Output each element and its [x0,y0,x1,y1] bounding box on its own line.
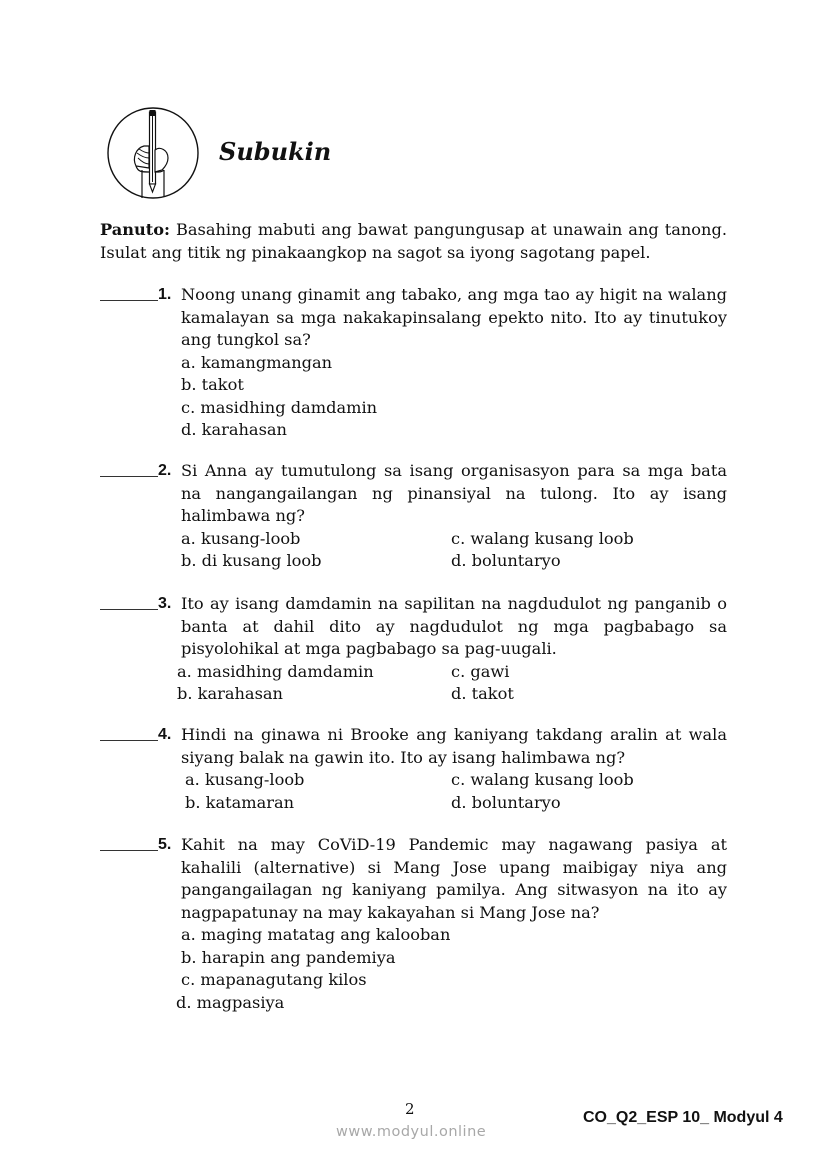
question-number: 4. [158,726,172,743]
option-c: c. gawi [451,661,510,681]
option-a: a. kusang-loob [185,770,305,789]
question-number: 2. [158,462,172,479]
option-c: c. walang kusang loob [451,528,634,548]
option-b: b. takot [181,375,244,394]
options-list [181,352,727,442]
question-number: 1. [158,286,172,303]
watermark-url: www.modyul.online [336,1124,487,1140]
question-5 [100,834,727,1014]
section-title: Subukin [219,137,332,166]
option-c: c. mapanagutang kilos [181,970,367,989]
instructions-label: Panuto: [100,220,171,239]
question-stem: Hindi na ginawa ni Brooke ang kaniyang takdang aralin at wala siyang balak na gawin ito. Ito ay isang halimbawa ng? [181,725,727,767]
option-d: d. boluntaryo [451,551,561,570]
option-a: a. maging matatag ang kalooban [181,925,451,944]
instructions-text: Basahing mabuti ang bawat pangungusap at unawain ang tanong. Isulat ang titik ng pinakaangkop na sagot sa iyong sagotang papel. [100,220,727,262]
option-b: b. katamaran [185,792,295,812]
option-c: c. walang kusang loob [451,770,634,789]
option-a: a. kamangmangan [181,352,333,372]
option-d: d. takot [451,684,514,703]
option-d: d. karahasan [181,420,287,439]
options-list [176,924,727,1014]
instructions [100,218,727,264]
question-stem: Si Anna ay tumutulong sa isang organisasyon para sa mga bata na nangangailangan ng pinansiyal na tulong. Ito ay isang halimbawa ng? [181,461,727,525]
question-stem: Ito ay isang damdamin na sapilitan na nagdudulot ng panganib o banta at dahil dito ay nagdudulot ng mga pagbabago sa pisyolohikal at mga pagbabago sa pag-uugali. [181,594,727,658]
option-b: b. di kusang loob [181,551,322,570]
hand-holding-pencil-icon [106,106,200,200]
option-d: d. magpasiya [176,992,285,1012]
options-list [181,528,727,573]
question-3 [100,593,727,706]
question-number: 5. [158,836,172,853]
option-c: c. masidhing damdamin [181,397,378,417]
module-code: CO_Q2_ESP 10_ Modyul 4 [583,1109,783,1126]
question-4 [100,724,727,814]
question-stem: Noong unang ginamit ang tabako, ang mga tao ay higit na walang kamalayan sa mga nakakapinsalang epekto nito. Ito ay tinutukoy ang tungkol sa? [181,285,727,349]
answer-blank[interactable] [100,724,158,741]
option-d: d. boluntaryo [451,792,561,812]
answer-blank[interactable] [100,460,158,477]
page-number: 2 [405,1100,415,1118]
options-list [177,661,727,706]
options-list [185,769,727,814]
answer-blank[interactable] [100,593,158,610]
question-stem: Kahit na may CoViD-19 Pandemic may nagawang pasiya at kahalili (alternative) si Mang Jose upang maibigay niya ang pangangailagan ng kaniyang pamilya. Ang sitwasyon na ito ay nagpapatunay na may kakayahan si Mang Jose na? [181,835,727,922]
option-b: b. karahasan [177,684,283,703]
option-b: b. harapin ang pandemiya [181,947,396,967]
question-number: 3. [158,595,172,612]
answer-blank[interactable] [100,284,158,301]
question-1 [100,284,727,442]
option-a: a. kusang-loob [181,528,301,548]
answer-blank[interactable] [100,834,158,851]
question-2 [100,460,727,573]
option-a: a. masidhing damdamin [177,661,374,681]
